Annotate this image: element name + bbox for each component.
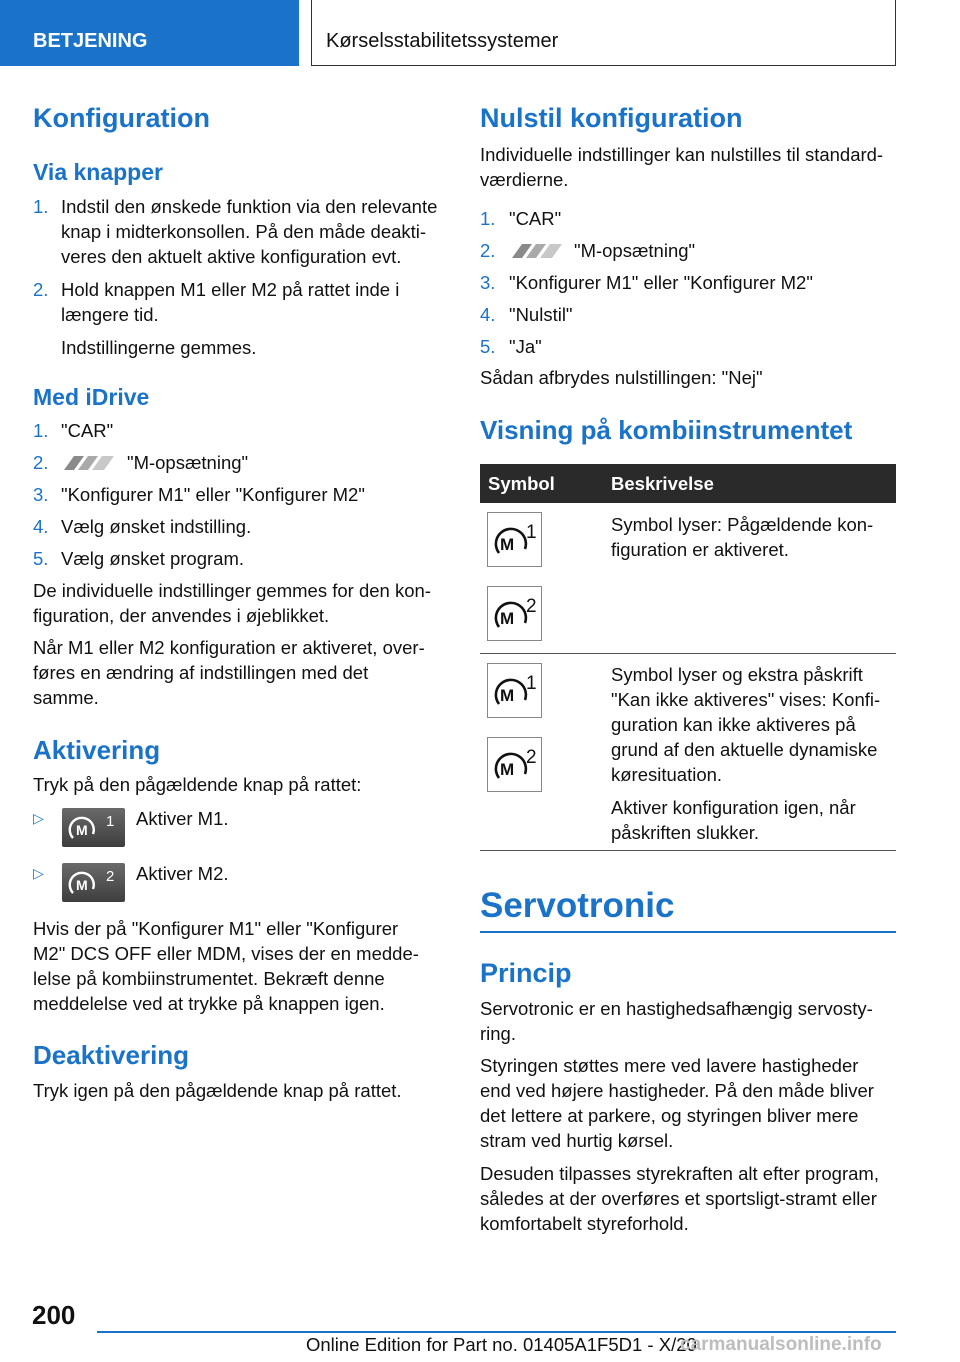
svg-text:M: M: [500, 535, 515, 554]
heading-deaktivering: Deaktivering: [33, 1040, 190, 1070]
table-cell-description: Aktiver konfiguration igen, når påskriften slukker.: [611, 797, 856, 843]
paragraph: Tryk på den pågældende knap på rattet:: [33, 774, 362, 795]
step-text: "Konfigurer M1" eller "Konfigurer M2": [509, 272, 813, 293]
step-number: 2.: [480, 240, 496, 261]
step-text: "Konfigurer M1" eller "Konfigurer M2": [61, 484, 365, 505]
paragraph: Desuden tilpasses styrekraften alt efter program, således at der overføres et sportsligt-stramt eller komfortabelt styreforhold.: [480, 1163, 879, 1234]
heading-servotronic: Servotronic: [480, 886, 675, 925]
svg-text:2: 2: [526, 747, 537, 768]
heading-med-idrive: Med iDrive: [33, 384, 150, 410]
table-cell-description: Symbol lyser og ekstra påskrift "Kan ikke aktiveres" vises: Konfi- guration kan ikke aktiveres på grund af den aktuelle dynamiske køresituation.: [611, 664, 881, 785]
m2-symbol-icon: [487, 737, 542, 792]
heading-rule: [480, 931, 896, 933]
svg-text:M: M: [500, 686, 515, 705]
paragraph: De individuelle indstillinger gemmes for den kon- figuration, der anvendes i øjeblikket.: [33, 580, 431, 626]
step-note: Indstillingerne gemmes.: [61, 337, 257, 358]
paragraph: Servotronic er en hastighedsafhængig servosty- ring.: [480, 998, 873, 1044]
step-number: 2.: [33, 279, 49, 300]
m1-symbol-icon: [487, 512, 542, 567]
svg-text:1: 1: [106, 813, 115, 830]
step-text: "Nulstil": [509, 304, 573, 325]
footer-rule: [97, 1331, 896, 1333]
column-header-symbol: Symbol: [488, 473, 555, 494]
svg-text:M: M: [500, 609, 515, 628]
bullet-arrow-icon: ▷: [33, 810, 44, 826]
section-tab: BETJENING: [0, 0, 299, 66]
paragraph: Tryk igen på den pågældende knap på rattet.: [33, 1080, 402, 1101]
svg-text:2: 2: [106, 868, 115, 885]
heading-aktivering: Aktivering: [33, 735, 161, 765]
page-number: 200: [32, 1300, 76, 1330]
svg-text:1: 1: [526, 522, 537, 543]
heading-nulstil-konfiguration: Nulstil konfiguration: [480, 103, 743, 133]
step-text: "M-opsætning": [127, 452, 249, 473]
m2-symbol-icon: [487, 586, 542, 641]
step-number: 5.: [33, 548, 49, 569]
step-number: 2.: [33, 452, 49, 473]
heading-konfiguration: Konfiguration: [33, 103, 210, 133]
step-number: 5.: [480, 336, 496, 357]
m-stripes-icon: [62, 454, 118, 472]
table-divider: [480, 850, 896, 851]
table-divider: [480, 653, 896, 654]
m-stripes-icon: [510, 242, 566, 260]
edition-text: Online Edition for Part no. 01405A1F5D1 - X/20: [306, 1334, 697, 1355]
step-number: 1.: [480, 208, 496, 229]
m2-button-icon: [62, 863, 125, 902]
table-cell-description: Symbol lyser: Pågældende kon- figuration er aktiveret.: [611, 514, 874, 560]
svg-text:1: 1: [526, 673, 537, 694]
step-text: "CAR": [509, 208, 562, 229]
watermark: carmanualsonline.info: [680, 1334, 882, 1355]
step-number: 3.: [480, 272, 496, 293]
step-text: "Ja": [509, 336, 542, 357]
step-number: 1.: [33, 196, 49, 217]
m1-button-icon: [62, 808, 125, 847]
list-item: Aktiver M1.: [136, 808, 229, 829]
heading-princip: Princip: [480, 958, 572, 988]
svg-text:M: M: [76, 877, 88, 893]
paragraph: Individuelle indstillinger kan nulstilles til standard- værdierne.: [480, 144, 884, 190]
paragraph: Sådan afbrydes nulstillingen: "Nej": [480, 367, 763, 388]
table-header: [480, 464, 896, 503]
step-text: Vælg ønsket indstilling.: [61, 516, 252, 537]
chapter-title: Kørselsstabilitetssystemer: [311, 0, 896, 66]
list-item: Aktiver M2.: [136, 863, 229, 884]
step-number: 4.: [33, 516, 49, 537]
svg-text:M: M: [500, 760, 515, 779]
paragraph: Hvis der på "Konfigurer M1" eller "Konfigurer M2" DCS OFF eller MDM, vises der en medde- lelse på kombiinstrumentet. Bekræft denne meddelelse ved at trykke på knappen igen.: [33, 918, 419, 1014]
step-text: "CAR": [61, 420, 114, 441]
heading-visning: Visning på kombiinstrumentet: [480, 415, 853, 445]
step-number: 4.: [480, 304, 496, 325]
step-text: Hold knappen M1 eller M2 på rattet inde i længere tid.: [61, 279, 400, 325]
m1-symbol-icon: [487, 663, 542, 718]
step-number: 1.: [33, 420, 49, 441]
svg-text:2: 2: [526, 596, 537, 617]
step-text: Indstil den ønskede funktion via den relevante knap i midterkonsollen. På den måde deakti- veres den aktuelt aktive konfiguration evt.: [61, 196, 438, 267]
step-number: 3.: [33, 484, 49, 505]
paragraph: Styringen støttes mere ved lavere hastigheder end ved højere hastigheder. På den måde bliver det lettere at parkere, og styringen bliver mere stram ved hurtig kørsel.: [480, 1055, 874, 1151]
step-text: Vælg ønsket program.: [61, 548, 245, 569]
heading-via-knapper: Via knapper: [33, 159, 163, 185]
column-header-description: Beskrivelse: [611, 473, 714, 494]
step-text: "M-opsætning": [574, 240, 696, 261]
svg-text:M: M: [76, 822, 88, 838]
page-header: [0, 0, 960, 66]
bullet-arrow-icon: ▷: [33, 865, 44, 881]
paragraph: Når M1 eller M2 konfiguration er aktiveret, over- føres en ændring af indstillingen med det samme.: [33, 637, 425, 708]
